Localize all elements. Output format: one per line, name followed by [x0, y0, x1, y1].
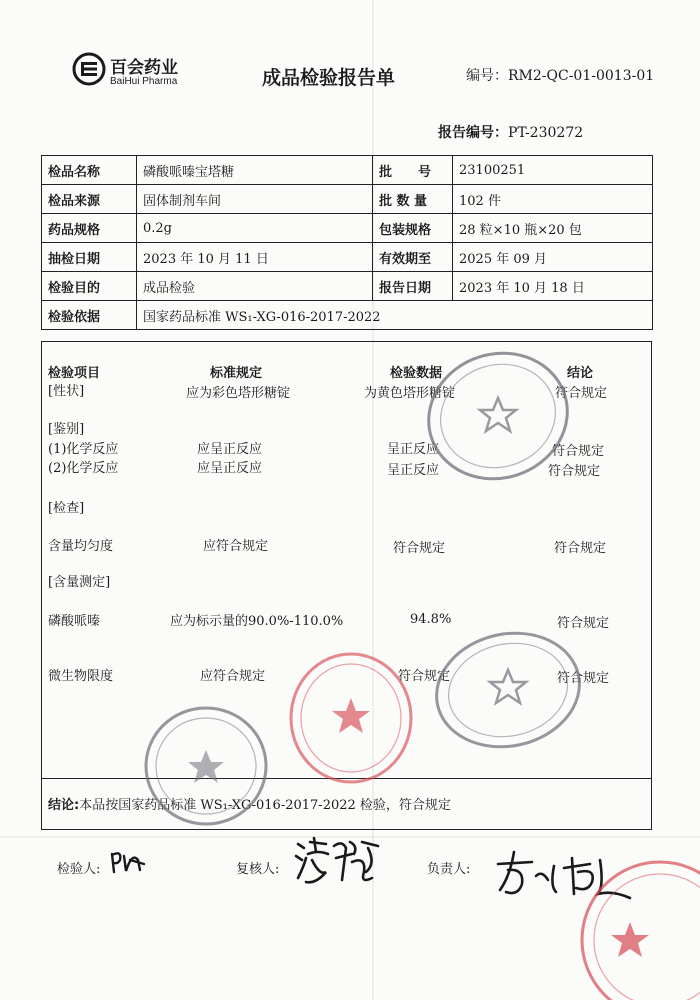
- data-value: 呈正反应: [387, 442, 440, 457]
- standard-value: 应符合规定: [200, 669, 266, 684]
- info-key: 检验目的: [42, 272, 137, 301]
- standard-value: 应为彩色塔形糖锭: [186, 386, 291, 401]
- info-value: 成品检验: [137, 272, 373, 301]
- section-label: [检查]: [48, 501, 85, 516]
- report-number-label: 报告编号：: [438, 125, 508, 141]
- basis-value: 国家药品标准 WS₁-XG-016-2017-2022: [137, 301, 653, 330]
- conclusion-value: 符合规定: [554, 541, 607, 556]
- info-row: [42, 185, 653, 214]
- data-value: 94.8%: [410, 612, 452, 627]
- info-value: 0.2g: [137, 214, 373, 243]
- info-row-basis: [42, 301, 653, 330]
- data-value: 为黄色塔形糖锭: [364, 386, 456, 401]
- info-value: 2025 年 09 月: [453, 243, 653, 272]
- info-value: 磷酸哌嗪宝塔糖: [137, 156, 373, 185]
- col-header-standard: 标准规定: [210, 366, 263, 381]
- info-value: 2023 年 10 月 11 日: [137, 243, 373, 272]
- section-label: [性状]: [48, 384, 85, 399]
- conclusion-text: 本品按国家药品标准 WS₁-XG-016-2017-2022 检验，符合规定: [79, 798, 451, 813]
- inspection-seal-stamp: [428, 624, 588, 756]
- conclusion-value: 符合规定: [548, 464, 601, 479]
- conclusion-label: 结论:: [48, 798, 80, 813]
- info-key: 检品名称: [42, 156, 137, 185]
- test-item: (2)化学反应: [48, 461, 119, 476]
- report-number-value: PT-230272: [508, 125, 584, 141]
- reviewer-signature: [292, 832, 382, 888]
- company-logo: [72, 52, 202, 98]
- test-item: 微生物限度: [48, 669, 114, 684]
- col-header-data: 检验数据: [390, 366, 443, 381]
- info-key: 抽检日期: [42, 243, 137, 272]
- info-key: 批 数 量: [373, 185, 453, 214]
- quality-dept-stamp: [283, 648, 419, 788]
- basis-key: 检验依据: [42, 301, 137, 330]
- standard-value: 应符合规定: [203, 539, 269, 554]
- conclusion-value: 符合规定: [555, 386, 608, 401]
- info-value: 固体制剂车间: [137, 185, 373, 214]
- info-row: [42, 272, 653, 301]
- sample-info-table: [41, 155, 653, 330]
- page-title: 成品检验报告单: [262, 67, 396, 89]
- conclusion-value: 符合规定: [552, 444, 605, 459]
- test-item: 磷酸哌嗪: [48, 614, 101, 629]
- standard-value: 应为标示量的90.0%-110.0%: [170, 614, 344, 629]
- responsible-label: 负责人:: [427, 862, 471, 877]
- info-key: 报告日期: [373, 272, 453, 301]
- info-key: 包装规格: [373, 214, 453, 243]
- col-header-conclusion: 结论: [567, 366, 594, 381]
- quality-dept-stamp: [138, 702, 274, 830]
- info-key: 批 号: [373, 156, 453, 185]
- report-number: [438, 122, 583, 142]
- info-row: [42, 214, 653, 243]
- quality-dept-stamp: [560, 848, 700, 1000]
- info-key: 检品来源: [42, 185, 137, 214]
- section-label: [含量测定]: [48, 575, 111, 590]
- section-label: [鉴别]: [48, 422, 85, 437]
- data-value: 呈正反应: [387, 463, 440, 478]
- reviewer-label: 复核人:: [236, 862, 280, 877]
- info-row: [42, 156, 653, 185]
- info-key: 药品规格: [42, 214, 137, 243]
- standard-value: 应呈正反应: [197, 461, 263, 476]
- info-value: 28 粒×10 瓶×20 包: [453, 214, 653, 243]
- company-name-cn: 百会药业: [110, 58, 178, 78]
- baihui-logo-icon: [72, 52, 106, 86]
- test-item: (1)化学反应: [48, 442, 119, 457]
- info-key: 有效期至: [373, 243, 453, 272]
- inspector-signature: [108, 846, 148, 878]
- conclusion-value: 符合规定: [557, 616, 610, 631]
- test-item: 含量均匀度: [48, 539, 114, 554]
- info-value: 23100251: [453, 156, 653, 185]
- col-header-item: 检验项目: [48, 366, 101, 381]
- info-value: 102 件: [453, 185, 653, 214]
- company-name-en: BaiHui Pharma: [110, 76, 178, 87]
- document-code: 编号：RM2-QC-01-0013-01: [466, 68, 655, 84]
- info-value: 2023 年 10 月 18 日: [453, 272, 653, 301]
- inspector-label: 检验人:: [57, 862, 101, 877]
- conclusion-value: 符合规定: [557, 671, 610, 686]
- data-value: 符合规定: [398, 669, 451, 684]
- data-value: 符合规定: [393, 541, 446, 556]
- inspection-seal-stamp: [418, 346, 578, 486]
- info-row: [42, 243, 653, 272]
- standard-value: 应呈正反应: [197, 442, 263, 457]
